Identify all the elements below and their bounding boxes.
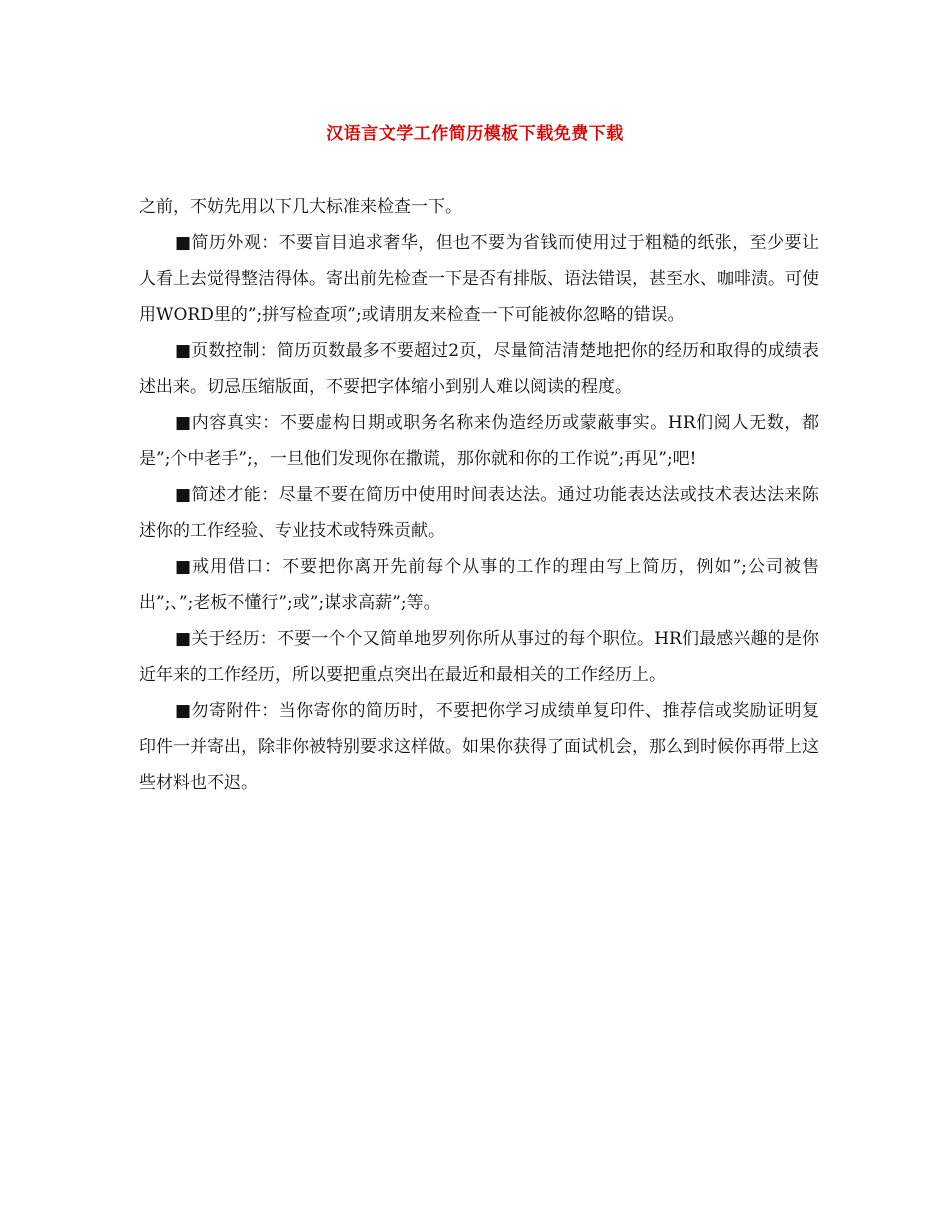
paragraph-truthful-content: ■内容真实：不要虚构日期或职务名称来伪造经历或蒙蔽事实。HR们阅人无数，都是”;个中老手”;，一旦他们发现你在撒谎，那你就和你的工作说”;再见”;吧! xyxy=(139,413,819,469)
intro-paragraph: 之前，不妨先用以下几大标准来检查一下。 xyxy=(139,197,462,217)
document-title: 汉语言文学工作简历模板下载免费下载 xyxy=(326,124,624,144)
paragraph-about-experience: ■关于经历：不要一个个又简单地罗列你所从事过的每个职位。HR们最感兴趣的是你近年来的工作经历，所以要把重点突出在最近和最相关的工作经历上。 xyxy=(139,629,819,685)
paragraph-describe-talents: ■简述才能：尽量不要在简历中使用时间表达法。通过功能表达法或技术表达法来陈述你的工作经验、专业技术或特殊贡献。 xyxy=(139,485,819,541)
paragraph-page-count: ■页数控制：简历页数最多不要超过2页，尽量简洁清楚地把你的经历和取得的成绩表述出来。切忌压缩版面，不要把字体缩小到别人难以阅读的程度。 xyxy=(139,341,819,397)
document-body xyxy=(139,189,819,801)
paragraph-appearance: ■简历外观：不要盲目追求奢华，但也不要为省钱而使用过于粗糙的纸张，至少要让人看上去觉得整洁得体。寄出前先检查一下是否有排版、语法错误，甚至水、咖啡渍。可使用WORD里的”;拼写检查项”;或请朋友来检查一下可能被你忽略的错误。 xyxy=(139,233,819,325)
paragraph-no-excuses: ■戒用借口：不要把你离开先前每个从事的工作的理由写上简历，例如”;公司被售出”;、”;老板不懂行”;或”;谋求高薪”;等。 xyxy=(139,557,819,613)
paragraph-no-attachments: ■勿寄附件：当你寄你的简历时，不要把你学习成绩单复印件、推荐信或奖励证明复印件一并寄出，除非你被特别要求这样做。如果你获得了面试机会，那么到时候你再带上这些材料也不迟。 xyxy=(139,701,819,793)
